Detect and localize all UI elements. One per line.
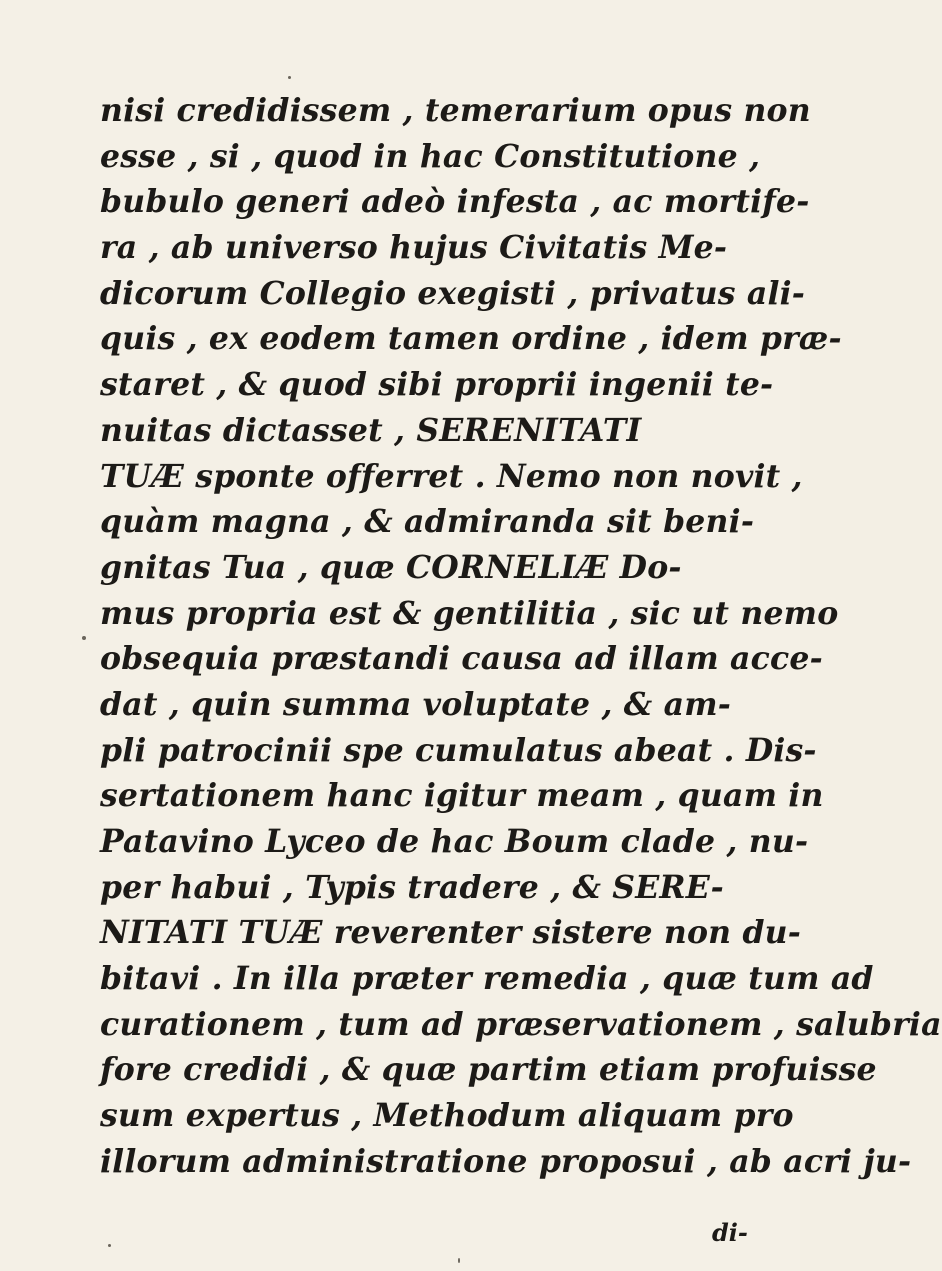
text-line: ra , ab universo hujus Civitatis Me- [100,229,728,267]
ink-speck [82,636,86,640]
text-line: staret , & quod sibi proprii ingenii te- [100,366,774,404]
text-line: dicorum Collegio exegisti , privatus ali- [100,274,806,312]
ink-speck [288,76,291,79]
catchword: di- [712,1218,748,1247]
text-line: NITATI TUÆ reverenter sistere non du- [100,914,802,952]
text-line: bitavi . In illa præter remedia , quæ tum ad [100,960,874,998]
text-line: nisi credidissem , temerarium opus non [100,92,811,129]
text-line: gnitas Tua , quæ CORNELIÆ Do- [100,548,682,586]
text-line: mus propria est & gentilitia , sic ut nemo [100,594,839,632]
text-line: quis , ex eodem tamen ordine , idem præ- [100,320,842,358]
text-line: bubulo generi adeò infesta , ac mortife- [100,183,810,221]
text-line: TUÆ sponte offerret . Nemo non novit , [100,457,803,495]
text-line: pli patrocinii spe cumulatus abeat . Dis- [100,731,817,769]
text-line: obsequia præstandi causa ad illam acce- [100,640,823,678]
text-line: sum expertus , Methodum aliquam pro [100,1097,794,1135]
text-line: quàm magna , & admiranda sit beni- [100,503,755,541]
ink-speck [458,1258,460,1263]
ink-speck [108,1244,111,1247]
text-line: illorum administratione proposui , ab acri ju- [100,1142,912,1180]
text-line: curationem , tum ad præservationem , salubria [100,1005,942,1043]
body-text [100,88,942,1185]
text-line: fore credidi , & quæ partim etiam profuisse [100,1051,877,1089]
text-line: dat , quin summa voluptate , & am- [100,685,732,723]
text-line: sertationem hanc igitur meam , quam in [100,777,824,815]
text-line: per habui , Typis tradere , & SERE- [100,868,724,906]
text-line: nuitas dictasset , SERENITATI [100,411,642,449]
text-line: esse , si , quod in hac Constitutione , [100,137,761,175]
text-line: Patavino Lyceo de hac Boum clade , nu- [100,823,809,860]
